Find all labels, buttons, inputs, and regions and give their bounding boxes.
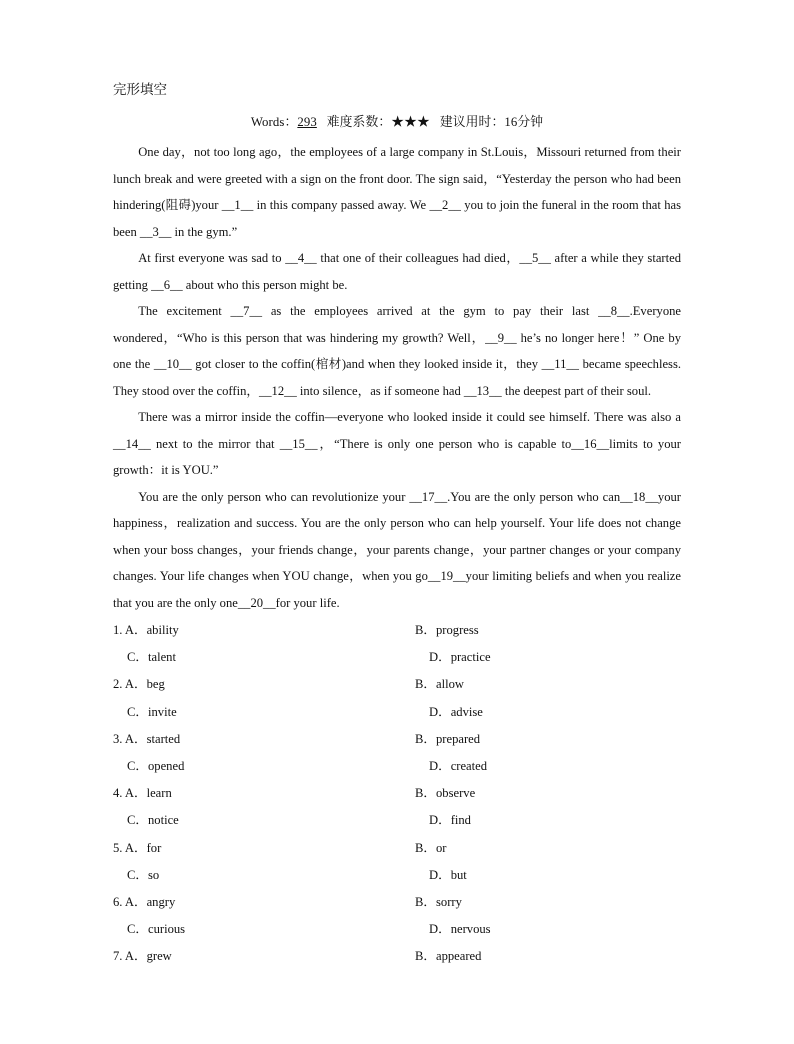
question-number: 3. [113, 731, 125, 746]
option-c: C．curious [127, 922, 186, 937]
passage-paragraph: You are the only person who can revolutionize your __17__.You are the only person who can__18__your happiness，realization and success. You are the only person who can help yourself. Your life does not change when your boss changes，your friends change，your parents change，your partner changes or your company changes. Your life changes when YOU change，when you go__19__your limiting beliefs and when you realize that you are the only one__20__for your life. [113, 489, 681, 610]
option-a: A．grew [124, 949, 172, 964]
option-c: C．invite [127, 704, 177, 719]
option-b: B．sorry [415, 894, 462, 909]
question-row [113, 699, 681, 726]
question-row [113, 780, 681, 807]
option-d: D．but [429, 867, 467, 882]
option-d: D．practice [429, 650, 491, 665]
passage-paragraph: One day，not too long ago，the employees of a large company in St.Louis，Missouri returned from their lunch break and were greeted with a sign on the front door. The sign said，“Yesterday the person who had been hindering(阻碍)your __1__ in this company passed away. We __2__ you to join the funeral in the room that has been __3__ in the gym.” [113, 145, 681, 239]
document-page [113, 78, 681, 970]
option-b: B．prepared [415, 731, 481, 746]
question-row [113, 644, 681, 671]
option-a: A．learn [124, 786, 172, 801]
question-row [113, 807, 681, 834]
option-b: B．allow [415, 677, 464, 692]
question-number: 4. [113, 786, 125, 801]
question-row [113, 753, 681, 780]
passage-paragraph: At first everyone was sad to __4__ that one of their colleagues had died，__5__ after a while they started getting __6__ about who this person might be. [113, 251, 681, 292]
question-row [113, 726, 681, 753]
option-d: D．advise [429, 704, 483, 719]
question-number: 6. [113, 894, 125, 909]
option-a: A．started [124, 731, 181, 746]
option-d: D．nervous [429, 922, 491, 937]
option-a: A．beg [124, 677, 165, 692]
option-d: D．find [429, 813, 471, 828]
question-number: 1. [113, 623, 125, 637]
difficulty-stars: ★★★ [391, 115, 430, 129]
question-number: 5. [113, 840, 125, 855]
question-row [113, 617, 681, 644]
question-row [113, 916, 681, 943]
option-d: D．created [429, 758, 488, 773]
passage-paragraph: The excitement __7__ as the employees arrived at the gym to pay their last __8__.Everyone wondered，“Who is this person that was hindering my growth? Well，__9__ he’s no longer here！” One by one the __10__ got closer to the coffin(棺材)and when they looked inside it，they __11__ became speechless. They stood over the coffin，__12__ into silence，as if someone had __13__ the deepest part of their soul. [113, 304, 681, 398]
question-row [113, 671, 681, 698]
question-row [113, 889, 681, 916]
section-title: 完形填空 [113, 82, 167, 97]
option-b: B．appeared [415, 949, 482, 964]
difficulty-label: 难度系数： [326, 115, 392, 129]
question-row [113, 943, 681, 970]
question-number: 7. [113, 949, 125, 964]
passage-paragraph: There was a mirror inside the coffin—everyone who looked inside it could see himself. There was also a __14__ next to the mirror that __15__，“There is only one person who is capable to__16__limits to your growth：it is YOU.” [113, 410, 681, 477]
option-c: C．talent [127, 650, 176, 665]
answer-options [113, 617, 681, 970]
passage-meta [113, 111, 681, 130]
words-count: 293 [297, 115, 317, 129]
question-row [113, 835, 681, 862]
option-a: A．angry [124, 894, 176, 909]
question-number: 2. [113, 677, 125, 692]
option-c: C．so [127, 867, 160, 882]
option-c: C．notice [127, 813, 179, 828]
question-row [113, 862, 681, 889]
option-b: B．or [415, 840, 447, 855]
words-label: Words： [250, 115, 298, 129]
option-c: C．opened [127, 758, 185, 773]
time-label: 建议用时：16分钟 [439, 115, 544, 129]
passage [113, 139, 681, 616]
option-b: B．progress [415, 623, 479, 637]
option-a: A．for [124, 840, 162, 855]
option-b: B．observe [415, 786, 476, 801]
option-a: A．ability [124, 623, 179, 637]
